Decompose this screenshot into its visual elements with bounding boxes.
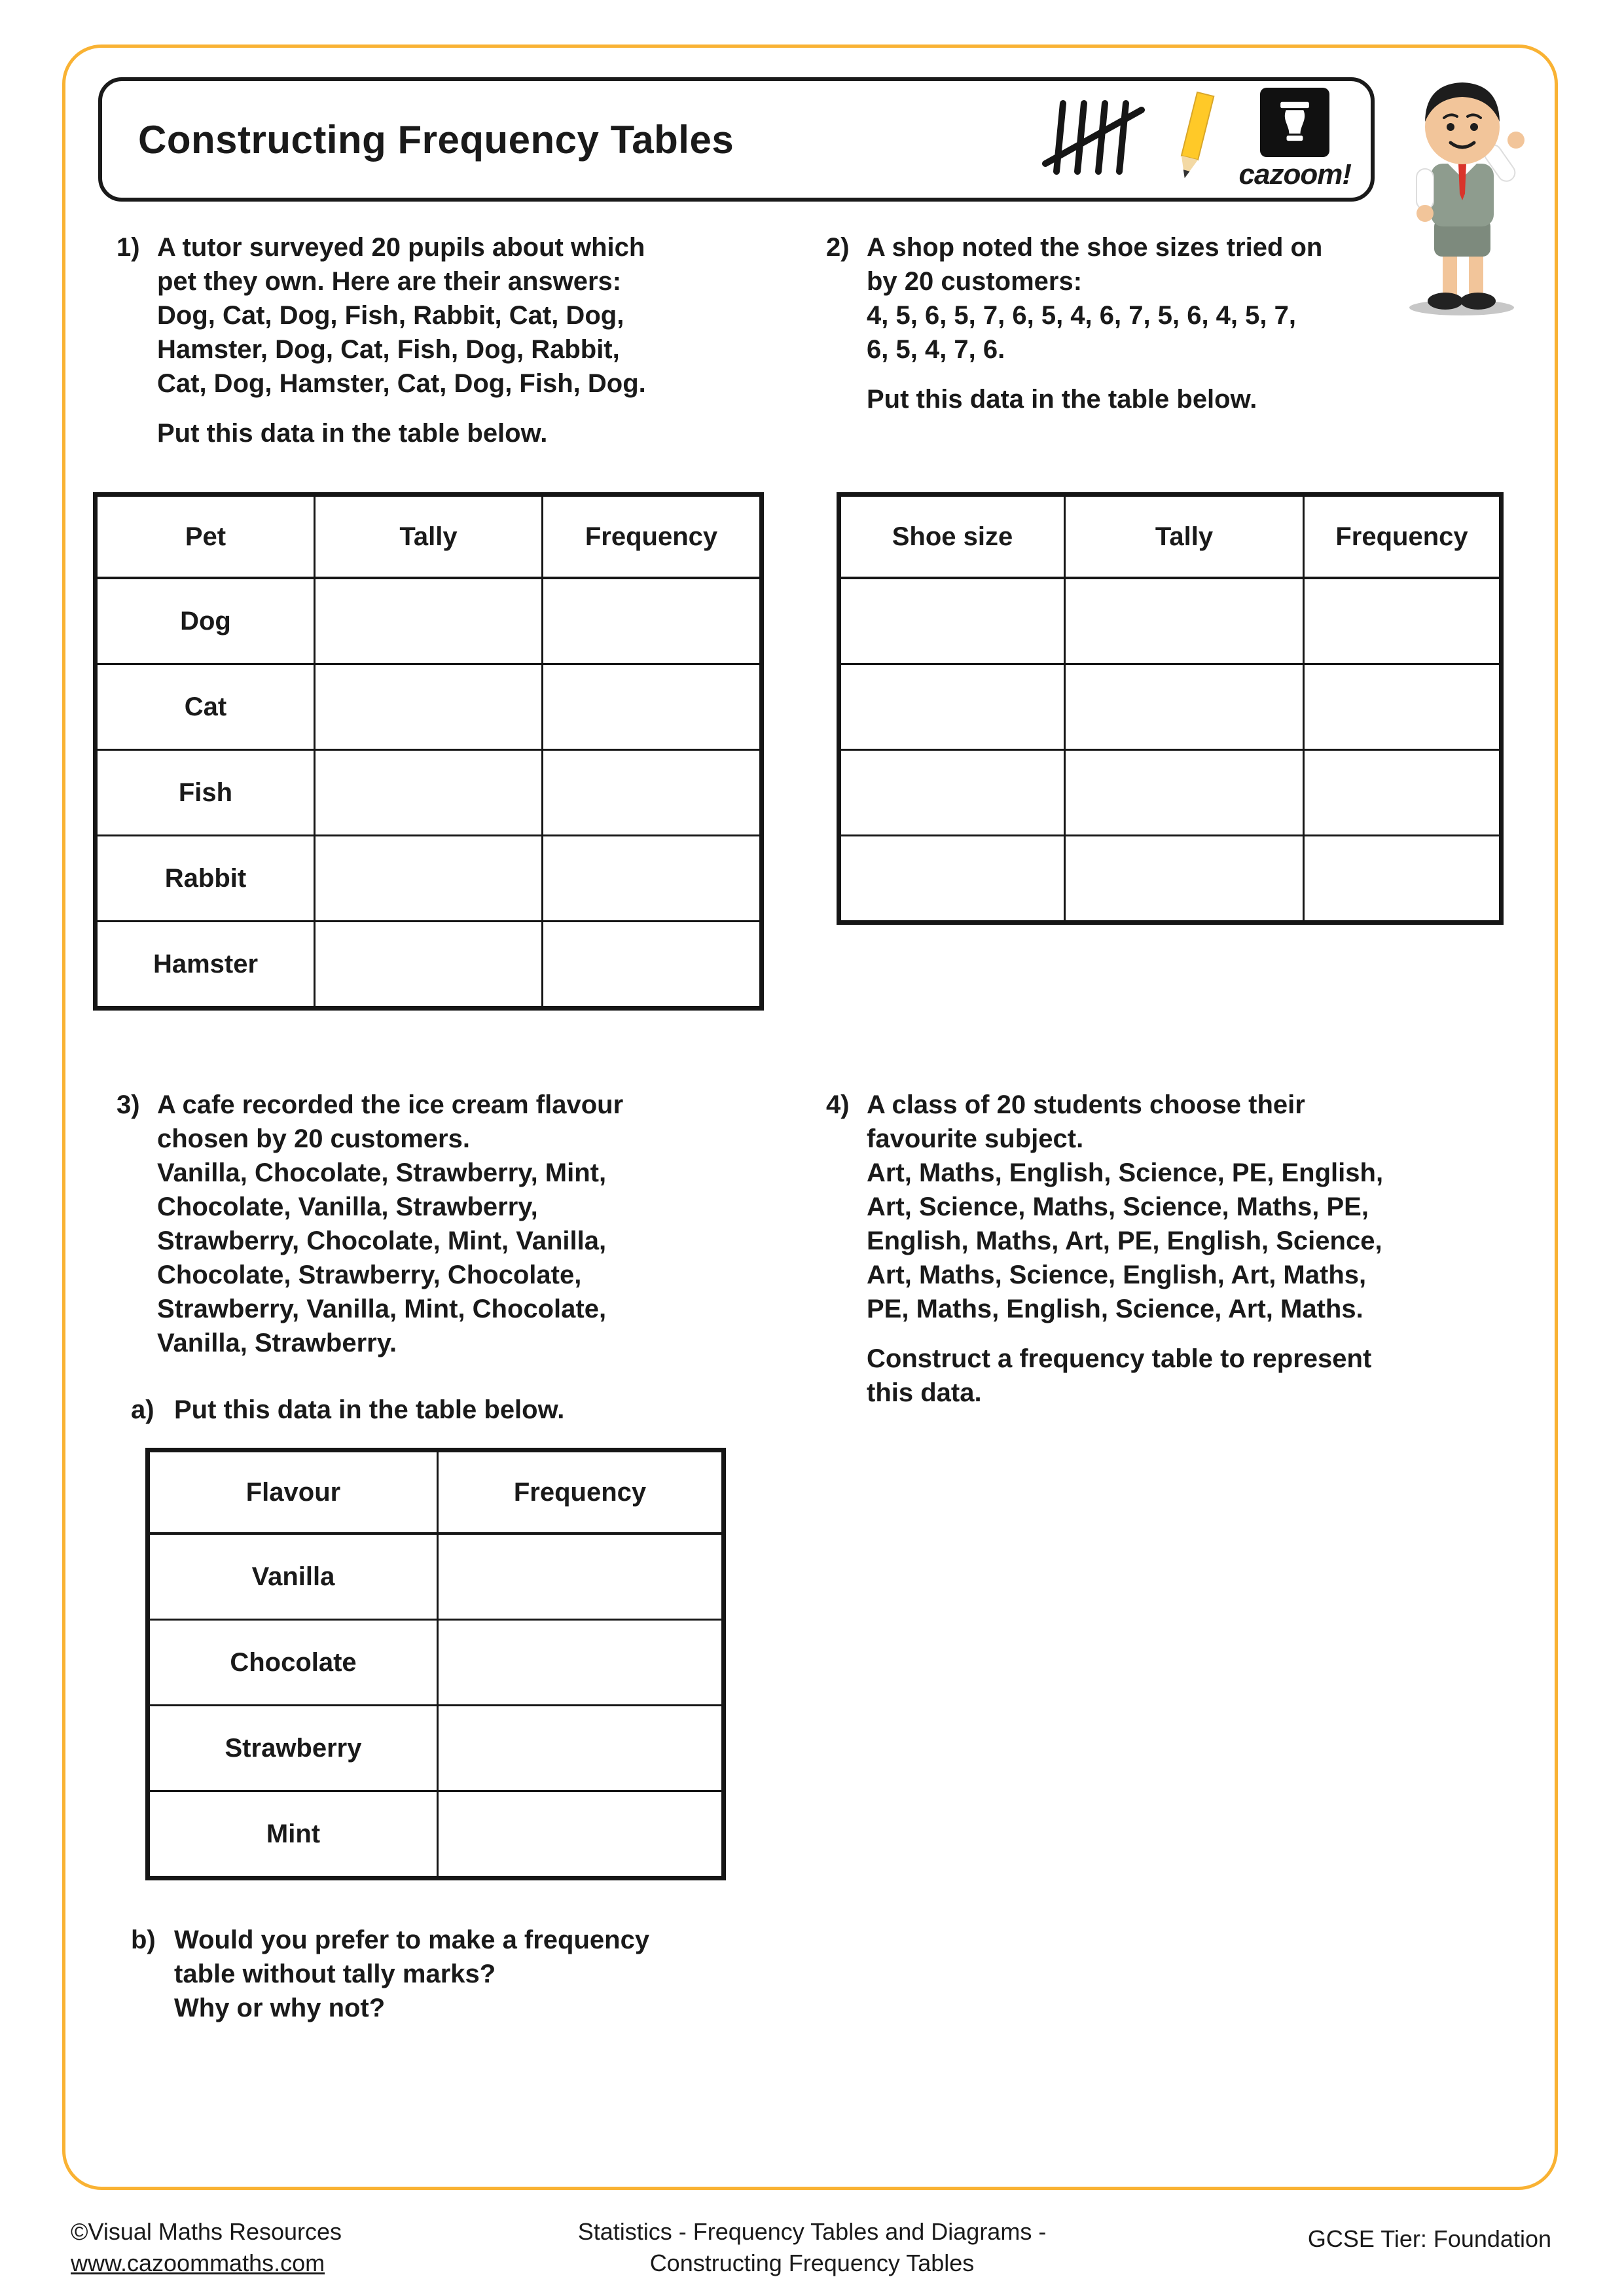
empty-frequency-cell bbox=[543, 836, 762, 922]
question-2-instruction: Put this data in the table below. bbox=[867, 385, 1257, 414]
text-line: Would you prefer to make a frequency bbox=[174, 1926, 650, 1954]
question-3b-text bbox=[174, 1923, 649, 2025]
text-line: English, Maths, Art, PE, English, Science, bbox=[867, 1227, 1382, 1255]
table-header-row bbox=[96, 495, 762, 579]
table-row bbox=[839, 750, 1502, 836]
table-header-row bbox=[839, 495, 1502, 579]
table-row bbox=[96, 836, 762, 922]
empty-frequency-cell bbox=[1304, 578, 1502, 664]
empty-size-cell bbox=[839, 578, 1065, 664]
row-label: Dog bbox=[96, 578, 315, 664]
question-2-text bbox=[867, 230, 1322, 367]
question-4-number: 4) bbox=[826, 1090, 850, 1119]
column-header-tally: Tally bbox=[1065, 495, 1304, 579]
question-2-number: 2) bbox=[826, 233, 850, 262]
table-row bbox=[148, 1706, 724, 1791]
question-3 bbox=[117, 1088, 623, 1360]
cazoom-logo bbox=[1239, 88, 1351, 191]
footer-topic-line: Statistics - Frequency Tables and Diagrams - bbox=[577, 2218, 1047, 2245]
empty-tally-cell bbox=[315, 922, 543, 1009]
page-title: Constructing Frequency Tables bbox=[138, 117, 734, 162]
empty-frequency-cell bbox=[438, 1534, 724, 1620]
text-line: A class of 20 students choose their bbox=[867, 1090, 1305, 1119]
question-3b-label: b) bbox=[131, 1926, 156, 1954]
text-line: A tutor surveyed 20 pupils about which bbox=[157, 233, 645, 262]
column-header-frequency: Frequency bbox=[438, 1450, 724, 1534]
table-row bbox=[96, 578, 762, 664]
text-line: Vanilla, Strawberry. bbox=[157, 1329, 397, 1357]
table-row bbox=[96, 922, 762, 1009]
column-header-pet: Pet bbox=[96, 495, 315, 579]
pencil-icon bbox=[1167, 89, 1222, 190]
empty-tally-cell bbox=[315, 578, 543, 664]
row-label: Mint bbox=[148, 1791, 438, 1878]
text-line: Strawberry, Chocolate, Mint, Vanilla, bbox=[157, 1227, 607, 1255]
question-4 bbox=[826, 1088, 1383, 1410]
column-header-flavour: Flavour bbox=[148, 1450, 438, 1534]
empty-tally-cell bbox=[1065, 836, 1304, 923]
empty-frequency-cell bbox=[1304, 750, 1502, 836]
empty-frequency-cell bbox=[438, 1706, 724, 1791]
cazoom-logo-icon bbox=[1260, 88, 1329, 157]
empty-frequency-cell bbox=[543, 922, 762, 1009]
pets-frequency-table bbox=[93, 492, 764, 1011]
text-line: Art, Maths, Science, English, Art, Maths, bbox=[867, 1261, 1367, 1289]
shoe-size-frequency-table bbox=[837, 492, 1504, 925]
text-line: 4, 5, 6, 5, 7, 6, 5, 4, 6, 7, 5, 6, 4, 5, 7, bbox=[867, 301, 1296, 330]
copyright-text: ©Visual Maths Resources bbox=[71, 2218, 342, 2245]
text-line: Construct a frequency table to represent bbox=[867, 1344, 1372, 1373]
question-4-text bbox=[867, 1088, 1383, 1326]
question-3b bbox=[131, 1923, 649, 2025]
question-3a bbox=[131, 1393, 564, 1427]
footer-center bbox=[578, 2216, 1047, 2279]
empty-frequency-cell bbox=[543, 578, 762, 664]
text-line: Strawberry, Vanilla, Mint, Chocolate, bbox=[157, 1295, 607, 1323]
question-3a-label: a) bbox=[131, 1395, 154, 1424]
text-line: Hamster, Dog, Cat, Fish, Dog, Rabbit, bbox=[157, 335, 620, 364]
tally-marks-icon bbox=[1042, 98, 1150, 181]
empty-tally-cell bbox=[1065, 578, 1304, 664]
question-2 bbox=[826, 230, 1322, 416]
table-header-row bbox=[148, 1450, 724, 1534]
column-header-tally: Tally bbox=[315, 495, 543, 579]
text-line: this data. bbox=[867, 1378, 982, 1407]
table-row bbox=[148, 1620, 724, 1706]
footer-tier: GCSE Tier: Foundation bbox=[1307, 2225, 1551, 2252]
row-label: Hamster bbox=[96, 922, 315, 1009]
text-line: Chocolate, Vanilla, Strawberry, bbox=[157, 1193, 538, 1221]
row-label: Strawberry bbox=[148, 1706, 438, 1791]
cartoon-boy-illustration bbox=[1393, 60, 1534, 322]
column-header-frequency: Frequency bbox=[543, 495, 762, 579]
empty-tally-cell bbox=[315, 664, 543, 750]
empty-tally-cell bbox=[1065, 664, 1304, 750]
text-line: Cat, Dog, Hamster, Cat, Dog, Fish, Dog. bbox=[157, 369, 646, 398]
empty-tally-cell bbox=[315, 750, 543, 836]
question-1-text bbox=[157, 230, 646, 401]
question-3-number: 3) bbox=[117, 1090, 140, 1119]
empty-size-cell bbox=[839, 750, 1065, 836]
empty-frequency-cell bbox=[543, 750, 762, 836]
text-line: 6, 5, 4, 7, 6. bbox=[867, 335, 1005, 364]
table-row bbox=[839, 836, 1502, 923]
text-line: Why or why not? bbox=[174, 1994, 386, 2022]
table-row bbox=[148, 1791, 724, 1878]
row-label: Vanilla bbox=[148, 1534, 438, 1620]
row-label: Cat bbox=[96, 664, 315, 750]
website-link[interactable]: www.cazoommaths.com bbox=[71, 2250, 325, 2276]
text-line: Art, Maths, English, Science, PE, English, bbox=[867, 1158, 1384, 1187]
header-icons bbox=[1042, 88, 1351, 191]
text-line: A cafe recorded the ice cream flavour bbox=[157, 1090, 624, 1119]
question-1-number: 1) bbox=[117, 233, 140, 262]
question-1-instruction: Put this data in the table below. bbox=[157, 419, 548, 448]
empty-tally-cell bbox=[315, 836, 543, 922]
column-header-frequency: Frequency bbox=[1304, 495, 1502, 579]
text-line: PE, Maths, English, Science, Art, Maths. bbox=[867, 1295, 1363, 1323]
table-row bbox=[96, 664, 762, 750]
flavour-frequency-table bbox=[145, 1448, 726, 1880]
question-3-text bbox=[157, 1088, 623, 1360]
table-row bbox=[839, 578, 1502, 664]
text-line: Dog, Cat, Dog, Fish, Rabbit, Cat, Dog, bbox=[157, 301, 624, 330]
empty-size-cell bbox=[839, 836, 1065, 923]
empty-tally-cell bbox=[1065, 750, 1304, 836]
cazoom-logo-text: cazoom! bbox=[1238, 158, 1351, 190]
text-line: chosen by 20 customers. bbox=[157, 1124, 470, 1153]
empty-frequency-cell bbox=[438, 1791, 724, 1878]
row-label: Fish bbox=[96, 750, 315, 836]
empty-frequency-cell bbox=[1304, 836, 1502, 923]
footer-left bbox=[71, 2216, 342, 2279]
table-row bbox=[148, 1534, 724, 1620]
footer-title-line: Constructing Frequency Tables bbox=[649, 2250, 975, 2276]
row-label: Chocolate bbox=[148, 1620, 438, 1706]
table-row bbox=[96, 750, 762, 836]
text-line: A shop noted the shoe sizes tried on bbox=[867, 233, 1323, 262]
empty-size-cell bbox=[839, 664, 1065, 750]
worksheet-header bbox=[98, 77, 1375, 202]
question-4-instruction bbox=[867, 1342, 1383, 1410]
empty-frequency-cell bbox=[1304, 664, 1502, 750]
text-line: Chocolate, Strawberry, Chocolate, bbox=[157, 1261, 582, 1289]
question-1 bbox=[117, 230, 646, 450]
empty-frequency-cell bbox=[543, 664, 762, 750]
row-label: Rabbit bbox=[96, 836, 315, 922]
column-header-shoe-size: Shoe size bbox=[839, 495, 1065, 579]
text-line: pet they own. Here are their answers: bbox=[157, 267, 622, 296]
table-row bbox=[839, 664, 1502, 750]
question-3a-text: Put this data in the table below. bbox=[174, 1395, 565, 1424]
text-line: table without tally marks? bbox=[174, 1960, 496, 1988]
text-line: favourite subject. bbox=[867, 1124, 1084, 1153]
text-line: by 20 customers: bbox=[867, 267, 1083, 296]
text-line: Vanilla, Chocolate, Strawberry, Mint, bbox=[157, 1158, 607, 1187]
empty-frequency-cell bbox=[438, 1620, 724, 1706]
text-line: Art, Science, Maths, Science, Maths, PE, bbox=[867, 1193, 1369, 1221]
